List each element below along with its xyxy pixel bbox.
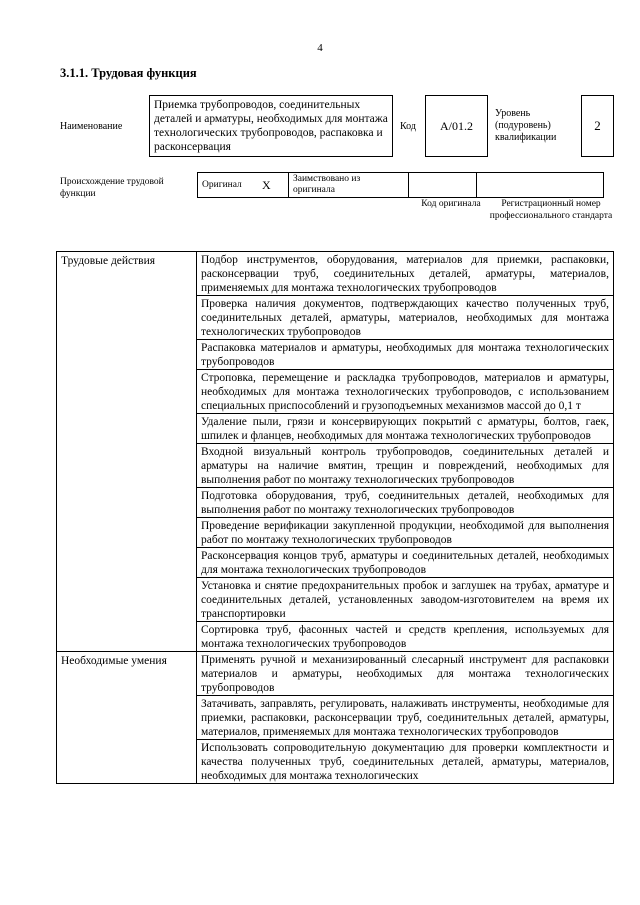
borrowed-label: Заимствовано из оригинала (289, 173, 409, 198)
labor-actions-item: Установка и снятие предохранительных пробок и заглушек на трубах, арматуре и соединительных деталей, установленных заводом-изготовителем на время их транспортировки (197, 578, 614, 622)
origin-label: Происхождение трудовой функции (60, 177, 164, 199)
level-value-box: 2 (581, 95, 614, 157)
labor-actions-item: Проведение верификации закупленной продукции, необходимой для выполнения работ по монтажу технологических трубопроводов (197, 518, 614, 548)
reg-number-label: Регистрационный номер профессионального стандарта (489, 199, 613, 221)
table-row (57, 252, 614, 296)
labor-actions-item: Расконсервация концов труб, арматуры и соединительных деталей, необходимых для монтажа технологических трубопроводов (197, 548, 614, 578)
original-label: Оригинал (198, 173, 259, 198)
labor-actions-item: Проверка наличия документов, подтверждающих качество полученных труб, соединительных деталей, арматуры, материалов, необходимых для монтажа технологических трубопроводов (197, 296, 614, 340)
page-number: 4 (317, 42, 323, 54)
labor-actions-item: Входной визуальный контроль трубопроводов, соединительных деталей и арматуры на наличие вмятин, трещин и повреждений, необходимых для выполнения работ по монтажу технологических трубопроводов (197, 444, 614, 488)
table-row (57, 652, 614, 696)
skills-item: Использовать сопроводительную документацию для проверки комплектности и качества полученных труб, соединительных деталей, арматуры, материалов, необходимых для монтажа технологических (197, 740, 614, 784)
reg-number-cell (477, 173, 604, 198)
code-label: Код (400, 121, 416, 132)
skills-item: Применять ручной и механизированный слесарный инструмент для распаковки материалов и арматуры, необходимых для монтажа технологических трубопроводов (197, 652, 614, 696)
labor-actions-item: Подготовка оборудования, труб, соединительных деталей, необходимых для выполнения работ по монтажу технологических трубопроводов (197, 488, 614, 518)
main-table (56, 251, 614, 784)
section-title: 3.1.1. Трудовая функция (60, 66, 197, 80)
level-label: Уровень (подуровень) квалификации (495, 108, 557, 143)
skills-label: Необходимые умения (57, 652, 197, 784)
name-label: Наименование (60, 121, 123, 132)
labor-actions-item: Распаковка материалов и арматуры, необходимых для монтажа технологических трубопроводов (197, 340, 614, 370)
labor-actions-item: Подбор инструментов, оборудования, материалов для приемки, распаковки, расконсервации труб, соединительных деталей, арматуры, материалов, применяемых для монтажа технологических трубопроводов (197, 252, 614, 296)
original-mark: X (258, 173, 289, 198)
skills-item: Затачивать, заправлять, регулировать, налаживать инструменты, необходимые для приемки, распаковки, расконсервации труб, соединительных деталей, арматуры, материалов, применяемых для монтажа технологических трубопроводов (197, 696, 614, 740)
labor-actions-item: Удаление пыли, грязи и консервирующих покрытий с арматуры, болтов, гаек, шпилек и фланцев, необходимых для монтажа технологических трубопроводов (197, 414, 614, 444)
origin-table (197, 172, 604, 198)
code-original-cell (409, 173, 477, 198)
labor-actions-label: Трудовые действия (57, 252, 197, 652)
function-code-box: A/01.2 (425, 95, 488, 157)
labor-actions-item: Строповка, перемещение и раскладка трубопроводов, материалов и арматуры, необходимых для монтажа технологических трубопроводов, с использованием специальных приспособлений и грузоподъемных механизмов массой до 0,1 т (197, 370, 614, 414)
function-name-box: Приемка трубопроводов, соединительных деталей и арматуры, необходимых для монтажа технологических трубопроводов, распаковка и расконсервация (149, 95, 393, 157)
code-original-label: Код оригинала (421, 199, 481, 209)
labor-actions-item: Сортировка труб, фасонных частей и средств крепления, используемых для монтажа технологических трубопроводов (197, 622, 614, 652)
